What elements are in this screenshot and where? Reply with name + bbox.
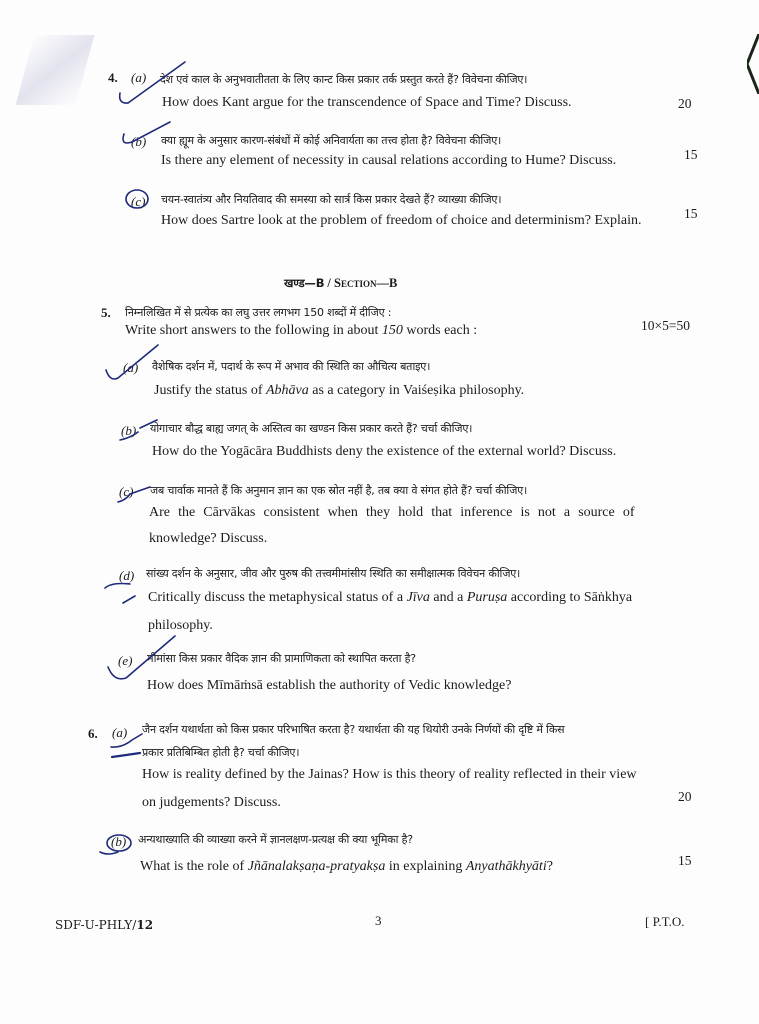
part-label: (a) xyxy=(123,360,139,375)
hindi-text: मीमांसा किस प्रकार वैदिक ज्ञान की प्रामाणिकता को स्थापित करता है? xyxy=(147,652,416,665)
english-text-continued: knowledge? Discuss. xyxy=(149,531,268,546)
hindi-text: देश एवं काल के अनुभवातीतता के लिए कान्ट किस प्रकार तर्क प्रस्तुत करते हैं? विवेचना कीजिए। xyxy=(160,73,528,86)
english-instruction: Write short answers to the following in about 150 words each : xyxy=(125,323,478,338)
english-text: Justify the status of Abhāva as a category in Vaiśeṣika philosophy. xyxy=(154,383,525,398)
part-label: (b) xyxy=(121,423,137,438)
scan-shadow xyxy=(16,35,95,105)
part-label: (a) xyxy=(112,725,128,740)
hindi-text: योगाचार बौद्ध बाह्य जगत् के अस्तित्व का खण्डन किस प्रकार करते हैं? चर्चा कीजिए। xyxy=(150,422,473,435)
part-label: (c) xyxy=(119,484,134,499)
english-text: Is there any element of necessity in causal relations according to Hume? Discuss. xyxy=(161,153,617,168)
hindi-text: अन्यथाख्याति की व्याख्या करने में ज्ञानलक्षण-प्रत्यक्ष की क्या भूमिका है? xyxy=(138,833,413,846)
question-number: 5. xyxy=(101,305,111,320)
page-fold-corner xyxy=(747,34,759,94)
english-text: How is reality defined by the Jainas? How is this theory of reality reflected in their view xyxy=(142,767,637,782)
part-label: (d) xyxy=(119,568,135,583)
tick-mark-icon xyxy=(120,93,128,103)
part-label: (a) xyxy=(131,70,147,85)
section-heading xyxy=(284,276,397,291)
hindi-text: वैशेषिक दर्शन में, पदार्थ के रूप में अभाव की स्थिति का औचित्य बताइए। xyxy=(152,360,431,373)
section-english-title: Section—B xyxy=(334,276,398,290)
english-text: How does Kant argue for the transcendence of Space and Time? Discuss. xyxy=(162,95,572,110)
hindi-text: सांख्य दर्शन के अनुसार, जीव और पुरुष की तत्त्वमीमांसीय स्थिति का समीक्षात्मक विवेचन कीजिए। xyxy=(146,567,521,580)
question-number: 4. xyxy=(108,70,118,85)
part-label: (b) xyxy=(111,834,127,849)
marks: 15 xyxy=(684,206,698,221)
marks: 15 xyxy=(684,147,698,162)
marks: 10×5=50 xyxy=(641,318,690,333)
section-hindi-title: खण्ड—B xyxy=(284,276,325,290)
please-turn-over: [ P.T.O. xyxy=(645,914,685,929)
part-label: (c) xyxy=(131,194,146,209)
page-number: 3 xyxy=(375,913,382,928)
english-text-continued: philosophy. xyxy=(148,618,213,633)
english-text: How do the Yogācāra Buddhists deny the existence of the external world? Discuss. xyxy=(152,444,617,459)
hindi-text-continued: प्रकार प्रतिबिम्बित होती है? चर्चा कीजिए। xyxy=(142,746,300,759)
english-text-continued: on judgements? Discuss. xyxy=(142,795,281,810)
hindi-text: चयन-स्वातंत्र्य और नियतिवाद की समस्या को सार्त्र किस प्रकार देखते हैं? व्याख्या कीजिए। xyxy=(161,193,502,206)
marks: 20 xyxy=(678,789,692,804)
question-number: 6. xyxy=(88,726,98,741)
hindi-text: जब चार्वाक मानते हैं कि अनुमान ज्ञान का एक स्रोत नहीं है, तब क्या वे संगत होते हैं? चर्चा कीजिए। xyxy=(150,484,528,497)
english-text: Critically discuss the metaphysical status of a Jīva and a Puruṣa according to Sāṅkhya xyxy=(148,590,633,605)
hindi-instruction: निम्नलिखित में से प्रत्येक का लघु उत्तर लगभग 150 शब्दों में दीजिए : xyxy=(125,306,392,319)
section-separator: / xyxy=(327,276,331,290)
part-label: (b) xyxy=(131,134,147,149)
marks: 20 xyxy=(678,96,692,111)
marks: 15 xyxy=(678,853,692,868)
english-text: What is the role of Jñānalakṣaṇa-pratyakṣa in explaining Anyathākhyāti? xyxy=(140,859,553,874)
english-text: How does Sartre look at the problem of freedom of choice and determinism? Explain. xyxy=(161,213,642,228)
part-label: (e) xyxy=(118,653,133,668)
paper-code: SDF-U-PHLY/12 xyxy=(55,918,154,932)
hindi-text: जैन दर्शन यथार्थता को किस प्रकार परिभाषित करता है? यथार्थता की यह थियोरी उनके निर्णयों की दृष्टि में किस xyxy=(142,723,565,736)
english-text: Are the Cārvākas consistent when they hold that inference is not a source of xyxy=(149,505,635,520)
hindi-text: क्या ह्यूम के अनुसार कारण-संबंधों में कोई अनिवार्यता का तत्त्व होता है? विवेचना कीजिए। xyxy=(161,134,502,147)
english-text: How does Mīmāṁsā establish the authority of Vedic knowledge? xyxy=(147,678,512,693)
